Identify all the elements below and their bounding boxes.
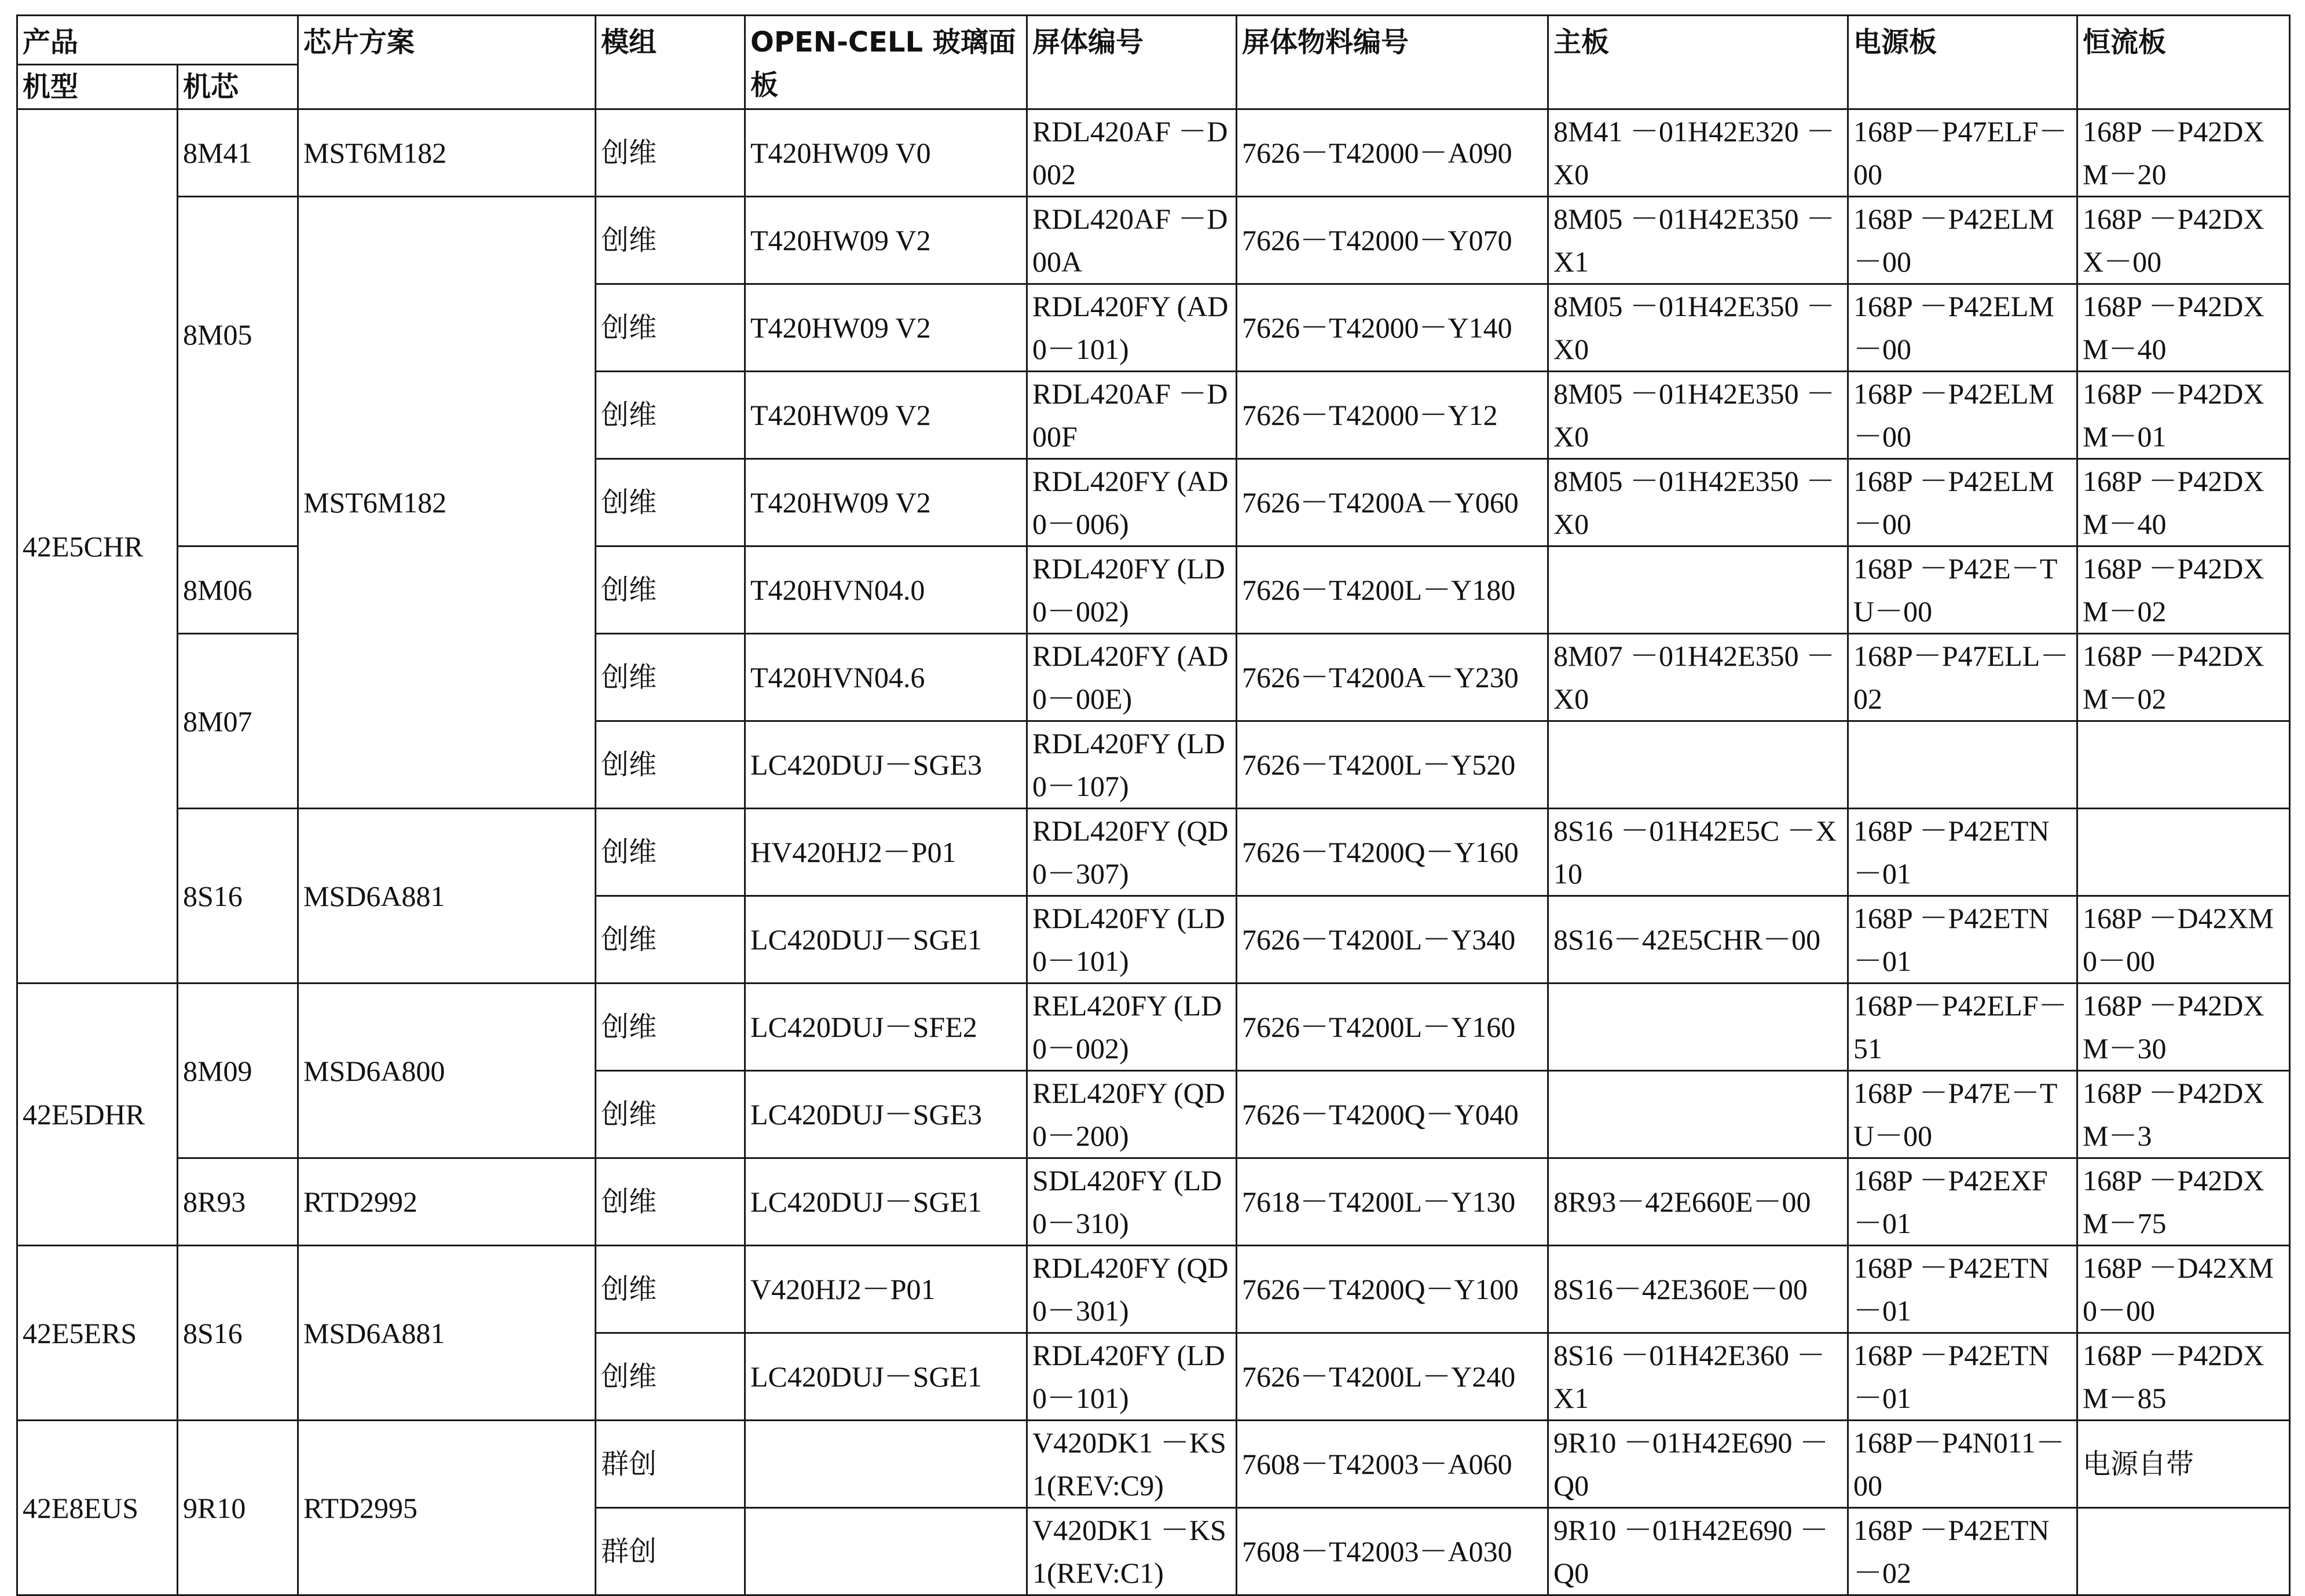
power-board-cell: 168P －P47E－TU－00: [1848, 1071, 2077, 1158]
opencell-cell: T420HVN04.0: [745, 546, 1027, 634]
cc-board-cell: 168P －P42DXM－20: [2077, 109, 2290, 197]
chip-cell: MST6M182: [298, 109, 596, 197]
screen-no-cell: RDL420AF －D00F: [1027, 372, 1237, 459]
material-no-cell: 7626－T42000－Y12: [1237, 372, 1548, 459]
module-cell: 创维: [596, 896, 745, 984]
material-no-cell: 7626－T42000－A090: [1237, 109, 1548, 197]
header-module: 模组: [596, 16, 745, 109]
power-board-cell: 168P －P42ELM－00: [1848, 197, 2077, 284]
power-board-cell: 168P－P47ELL－02: [1848, 634, 2077, 721]
material-no-cell: 7626－T4200A－Y230: [1237, 634, 1548, 721]
cc-board-cell: 168P －P42DXM－40: [2077, 459, 2290, 546]
opencell-cell: T420HW09 V2: [745, 284, 1027, 372]
opencell-cell: T420HVN04.6: [745, 634, 1027, 721]
model-cell: 42E8EUS: [17, 1421, 178, 1595]
opencell-cell: LC420DUJ－SGE1: [745, 896, 1027, 984]
header-product: 产品: [17, 16, 298, 65]
mainboard-cell: 8M41 －01H42E320 －X0: [1548, 109, 1848, 197]
module-cell: 创维: [596, 984, 745, 1071]
cc-board-cell: 168P －P42DXM－02: [2077, 546, 2290, 634]
chassis-cell: 8M09: [178, 984, 298, 1158]
header-model: 机型: [17, 65, 178, 109]
opencell-cell: V420HJ2－P01: [745, 1246, 1027, 1333]
table-row: [17, 109, 2290, 197]
opencell-cell: T420HW09 V2: [745, 372, 1027, 459]
material-no-cell: 7626－T42000－Y140: [1237, 284, 1548, 372]
mainboard-cell: 8S16－42E5CHR－00: [1548, 896, 1848, 984]
opencell-cell: LC420DUJ－SFE2: [745, 984, 1027, 1071]
power-board-cell: 168P－P4N011－00: [1848, 1421, 2077, 1508]
opencell-cell: T420HW09 V0: [745, 109, 1027, 197]
chip-cell: MSD6A800: [298, 984, 596, 1158]
power-board-cell: 168P －P42ETN－02: [1848, 1508, 2077, 1595]
mainboard-cell: 8S16－42E360E－00: [1548, 1246, 1848, 1333]
screen-no-cell: RDL420FY (LD0－107): [1027, 721, 1237, 809]
cc-board-cell: 168P －P42DXM－02: [2077, 634, 2290, 721]
mainboard-cell: 8M05 －01H42E350 －X0: [1548, 459, 1848, 546]
screen-no-cell: RDL420FY (LD0－101): [1027, 896, 1237, 984]
material-no-cell: 7626－T4200Q－Y040: [1237, 1071, 1548, 1158]
screen-no-cell: RDL420FY (QD0－307): [1027, 809, 1237, 896]
screen-no-cell: RDL420FY (QD0－301): [1027, 1246, 1237, 1333]
power-board-cell: 168P －P42ETN－01: [1848, 1333, 2077, 1421]
cc-board-cell: [2077, 809, 2290, 896]
header-constant-current-board: 恒流板: [2077, 16, 2290, 109]
screen-no-cell: V420DK1 －KS1(REV:C1): [1027, 1508, 1237, 1595]
mainboard-cell: 8S16 －01H42E5C －X10: [1548, 809, 1848, 896]
material-no-cell: 7626－T4200Q－Y100: [1237, 1246, 1548, 1333]
opencell-cell: [745, 1421, 1027, 1508]
chip-cell: RTD2995: [298, 1421, 596, 1595]
mainboard-cell: 9R10 －01H42E690 －Q0: [1548, 1421, 1848, 1508]
parts-table: [16, 14, 2291, 1596]
material-no-cell: 7626－T4200L－Y340: [1237, 896, 1548, 984]
material-no-cell: 7626－T42000－Y070: [1237, 197, 1548, 284]
header-power-board: 电源板: [1848, 16, 2077, 109]
power-board-cell: 168P －P42ELM－00: [1848, 372, 2077, 459]
material-no-cell: 7626－T4200L－Y180: [1237, 546, 1548, 634]
header-opencell: OPEN-CELL 玻璃面板: [745, 16, 1027, 109]
chassis-cell: 8S16: [178, 809, 298, 984]
mainboard-cell: 8M05 －01H42E350 －X1: [1548, 197, 1848, 284]
screen-no-cell: RDL420FY (AD0－00E): [1027, 634, 1237, 721]
model-cell: 42E5ERS: [17, 1246, 178, 1421]
opencell-cell: LC420DUJ－SGE1: [745, 1158, 1027, 1246]
module-cell: 创维: [596, 109, 745, 197]
cc-board-cell: 168P －D42XM0－00: [2077, 896, 2290, 984]
opencell-cell: LC420DUJ－SGE1: [745, 1333, 1027, 1421]
header-mainboard: 主板: [1548, 16, 1848, 109]
mainboard-cell: 8M05 －01H42E350 －X0: [1548, 284, 1848, 372]
table-row: [17, 1421, 2290, 1508]
power-board-cell: 168P －P42ELM－00: [1848, 459, 2077, 546]
material-no-cell: 7608－T42003－A030: [1237, 1508, 1548, 1595]
mainboard-cell: 8M07 －01H42E350 －X0: [1548, 634, 1848, 721]
header-row-1: [17, 16, 2290, 65]
chassis-cell: 8M06: [178, 546, 298, 634]
mainboard-cell: [1548, 546, 1848, 634]
screen-no-cell: RDL420FY (AD0－006): [1027, 459, 1237, 546]
screen-no-cell: REL420FY (LD0－002): [1027, 984, 1237, 1071]
table-row: [17, 1246, 2290, 1333]
module-cell: 创维: [596, 546, 745, 634]
cc-board-cell: 168P －P42DXM－01: [2077, 372, 2290, 459]
power-board-cell: 168P－P47ELF－00: [1848, 109, 2077, 197]
chassis-cell: 8R93: [178, 1158, 298, 1246]
power-board-cell: 168P－P42ELF－51: [1848, 984, 2077, 1071]
cc-board-cell: [2077, 721, 2290, 809]
screen-no-cell: RDL420FY (LD0－101): [1027, 1333, 1237, 1421]
chassis-cell: 8M07: [178, 634, 298, 809]
mainboard-cell: 9R10 －01H42E690 －Q0: [1548, 1508, 1848, 1595]
header-chip: 芯片方案: [298, 16, 596, 109]
module-cell: 创维: [596, 459, 745, 546]
opencell-cell: T420HW09 V2: [745, 197, 1027, 284]
screen-no-cell: SDL420FY (LD0－310): [1027, 1158, 1237, 1246]
model-cell: 42E5DHR: [17, 984, 178, 1246]
opencell-cell: T420HW09 V2: [745, 459, 1027, 546]
cc-board-cell: [2077, 1508, 2290, 1595]
cc-board-cell: 电源自带: [2077, 1421, 2290, 1508]
cc-board-cell: 168P －P42DXM－3: [2077, 1071, 2290, 1158]
material-no-cell: 7626－T4200L－Y520: [1237, 721, 1548, 809]
cc-board-cell: 168P －P42DXM－85: [2077, 1333, 2290, 1421]
module-cell: 创维: [596, 197, 745, 284]
chip-cell: MSD6A881: [298, 809, 596, 984]
mainboard-cell: 8R93－42E660E－00: [1548, 1158, 1848, 1246]
material-no-cell: 7626－T4200A－Y060: [1237, 459, 1548, 546]
module-cell: 创维: [596, 1071, 745, 1158]
chassis-cell: 8M41: [178, 109, 298, 197]
cc-board-cell: 168P －D42XM0－00: [2077, 1246, 2290, 1333]
module-cell: 创维: [596, 809, 745, 896]
material-no-cell: 7608－T42003－A060: [1237, 1421, 1548, 1508]
module-cell: 群创: [596, 1508, 745, 1595]
opencell-cell: LC420DUJ－SGE3: [745, 1071, 1027, 1158]
module-cell: 创维: [596, 284, 745, 372]
cc-board-cell: 168P －P42DXM－40: [2077, 284, 2290, 372]
cc-board-cell: 168P －P42DXM－30: [2077, 984, 2290, 1071]
material-no-cell: 7626－T4200Q－Y160: [1237, 809, 1548, 896]
mainboard-cell: [1548, 984, 1848, 1071]
chassis-cell: 8M05: [178, 197, 298, 546]
screen-no-cell: RDL420AF －D002: [1027, 109, 1237, 197]
chassis-cell: 9R10: [178, 1421, 298, 1595]
cc-board-cell: 168P －P42DXX－00: [2077, 197, 2290, 284]
table-row: [17, 809, 2290, 896]
module-cell: 创维: [596, 634, 745, 721]
table-row: [17, 197, 2290, 284]
opencell-cell: LC420DUJ－SGE3: [745, 721, 1027, 809]
mainboard-cell: 8M05 －01H42E350 －X0: [1548, 372, 1848, 459]
material-no-cell: 7618－T4200L－Y130: [1237, 1158, 1548, 1246]
chip-cell: MST6M182: [298, 197, 596, 809]
power-board-cell: 168P －P42ETN－01: [1848, 896, 2077, 984]
module-cell: 创维: [596, 721, 745, 809]
module-cell: 创维: [596, 1333, 745, 1421]
screen-no-cell: REL420FY (QD0－200): [1027, 1071, 1237, 1158]
module-cell: 创维: [596, 1158, 745, 1246]
power-board-cell: 168P －P42ELM－00: [1848, 284, 2077, 372]
material-no-cell: 7626－T4200L－Y240: [1237, 1333, 1548, 1421]
power-board-cell: 168P －P42ETN－01: [1848, 809, 2077, 896]
header-screen-material-no: 屏体物料编号: [1237, 16, 1548, 109]
mainboard-cell: [1548, 721, 1848, 809]
power-board-cell: 168P －P42ETN－01: [1848, 1246, 2077, 1333]
table-row: [17, 1158, 2290, 1246]
chip-cell: MSD6A881: [298, 1246, 596, 1421]
chip-cell: RTD2992: [298, 1158, 596, 1246]
material-no-cell: 7626－T4200L－Y160: [1237, 984, 1548, 1071]
model-cell: 42E5CHR: [17, 109, 178, 984]
power-board-cell: 168P －P42EXF－01: [1848, 1158, 2077, 1246]
table-row: [17, 984, 2290, 1071]
screen-no-cell: RDL420FY (LD0－002): [1027, 546, 1237, 634]
header-chassis: 机芯: [178, 65, 298, 109]
power-board-cell: [1848, 721, 2077, 809]
cc-board-cell: 168P －P42DXM－75: [2077, 1158, 2290, 1246]
module-cell: 群创: [596, 1421, 745, 1508]
header-screen-no: 屏体编号: [1027, 16, 1237, 109]
mainboard-cell: [1548, 1071, 1848, 1158]
screen-no-cell: V420DK1 －KS1(REV:C9): [1027, 1421, 1237, 1508]
module-cell: 创维: [596, 372, 745, 459]
screen-no-cell: RDL420FY (AD0－101): [1027, 284, 1237, 372]
mainboard-cell: 8S16 －01H42E360 －X1: [1548, 1333, 1848, 1421]
module-cell: 创维: [596, 1246, 745, 1333]
screen-no-cell: RDL420AF －D00A: [1027, 197, 1237, 284]
power-board-cell: 168P －P42E－TU－00: [1848, 546, 2077, 634]
chassis-cell: 8S16: [178, 1246, 298, 1421]
opencell-cell: [745, 1508, 1027, 1595]
opencell-cell: HV420HJ2－P01: [745, 809, 1027, 896]
